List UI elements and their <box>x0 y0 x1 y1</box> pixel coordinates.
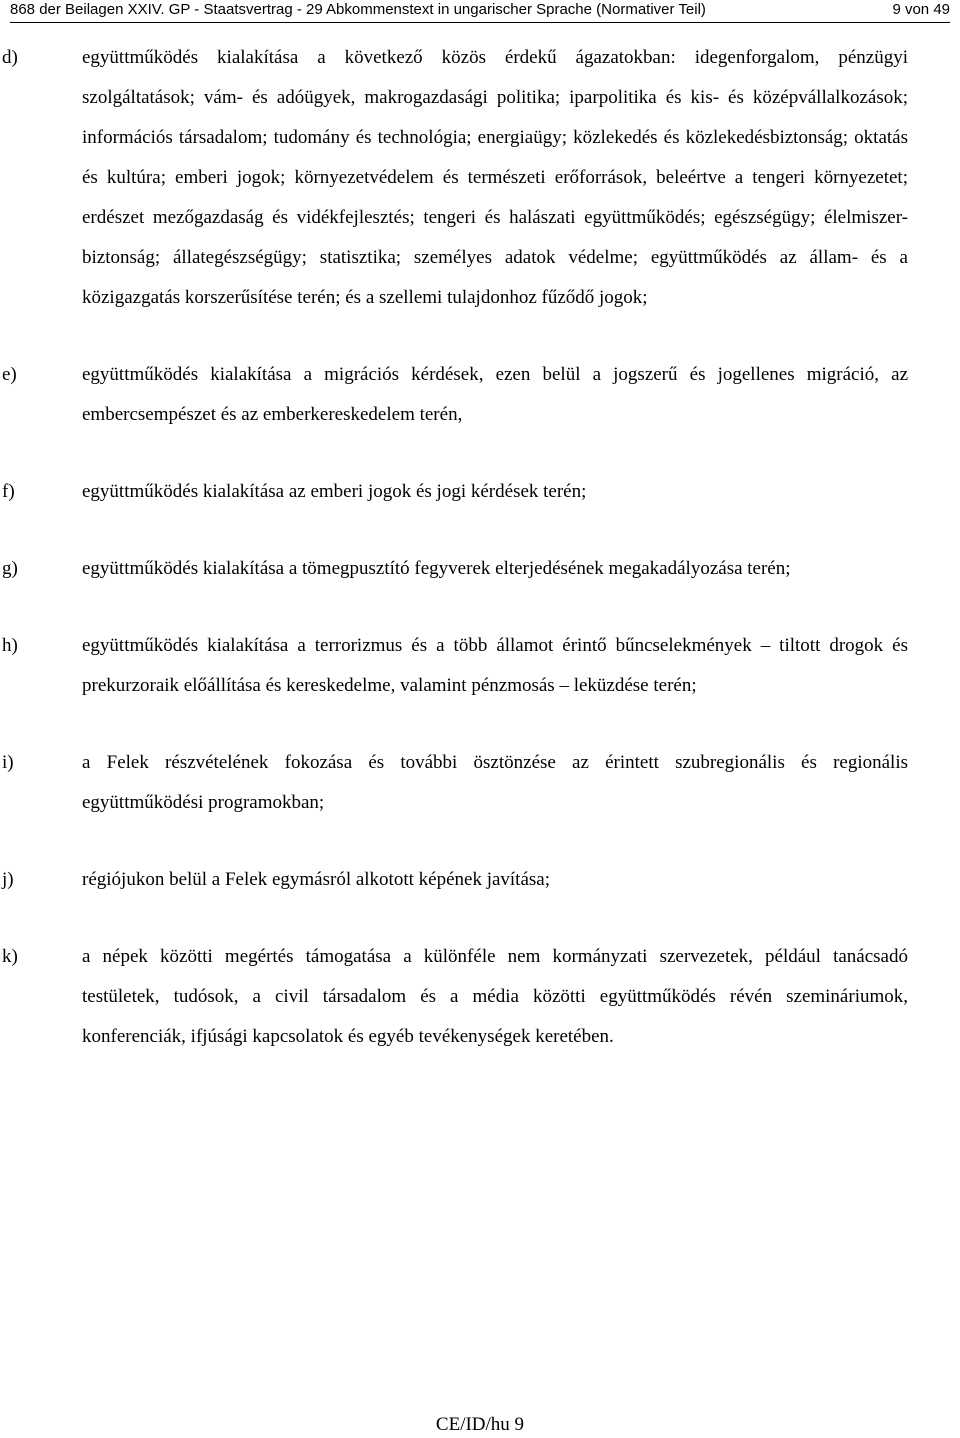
item-label: e) <box>2 364 17 385</box>
item-text: a Felek részvételének fokozása és további ösztönzése az érintett szubregionális és regionális együttműködési programokban; <box>82 752 908 813</box>
item-text: együttműködés kialakítása a következő közös érdekű ágazatokban: idegenforgalom, pénzügyi szolgáltatások; vám- és adóügyek, makrogazdasági politika; iparpolitika és kis- és középvállalkozások; információs társadalom; tudomány és technológia; energiaügy; közlekedés és közlekedésbiztonság; oktatás és kultúra; emberi jogok; környezetvédelem és természeti erőforrások, beleértve a tengeri környezetet; erdészet mezőgazdaság és vidékfejlesztés; tengeri és halászati együttműködés; egészségügy; élelmiszer-biztonság; állategészségügy; statisztika; személyes adatok védelme; együttműködés az állam- és a közigazgatás korszerűsítése terén; és a szellemi tulajdonhoz fűződő jogok; <box>82 47 908 308</box>
document-body <box>0 38 960 1057</box>
item-text: régiójukon belül a Felek egymásról alkotott képének javítása; <box>82 869 551 890</box>
item-label: j) <box>2 869 14 890</box>
item-label: f) <box>2 481 15 502</box>
item-label: g) <box>2 558 18 579</box>
list-item-h <box>2 626 908 706</box>
page-header <box>10 0 950 23</box>
header-title: 868 der Beilagen XXIV. GP - Staatsvertrag - 29 Abkommenstext in ungarischer Sprache (Normativer Teil) <box>10 1 706 18</box>
item-label: d) <box>2 47 18 68</box>
item-label: k) <box>2 946 18 967</box>
item-text: együttműködés kialakítása az emberi jogok és jogi kérdések terén; <box>82 481 587 502</box>
item-label: h) <box>2 635 18 656</box>
page-number: 9 von 49 <box>892 1 950 18</box>
document-code: CE/ID/hu 9 <box>435 1414 525 1435</box>
list-item-k <box>2 937 908 1057</box>
item-label: i) <box>2 752 14 773</box>
item-text: együttműködés kialakítása a migrációs kérdések, ezen belül a jogszerű és jogellenes migráció, az embercsempészet és az emberkereskedelem terén, <box>82 364 908 425</box>
list-item-d <box>2 38 908 318</box>
list-item-f <box>2 472 908 512</box>
item-text: együttműködés kialakítása a tömegpusztító fegyverek elterjedésének megakadályozása terén; <box>82 558 791 579</box>
list-item-j <box>2 860 908 900</box>
page-footer <box>0 1412 960 1438</box>
item-text: a népek közötti megértés támogatása a különféle nem kormányzati szervezetek, például tanácsadó testületek, tudósok, a civil társadalom és a média közötti együttműködés révén szemináriumok, konferenciák, ifjúsági kapcsolatok és egyéb tevékenységek keretében. <box>82 946 908 1047</box>
item-text: együttműködés kialakítása a terrorizmus és a több államot érintő bűncselekmények – tiltott drogok és prekurzoraik előállítása és kereskedelme, valamint pénzmosás – leküzdése terén; <box>82 635 908 696</box>
list-item-g <box>2 549 908 589</box>
list-item-i <box>2 743 908 823</box>
list-item-e <box>2 355 908 435</box>
